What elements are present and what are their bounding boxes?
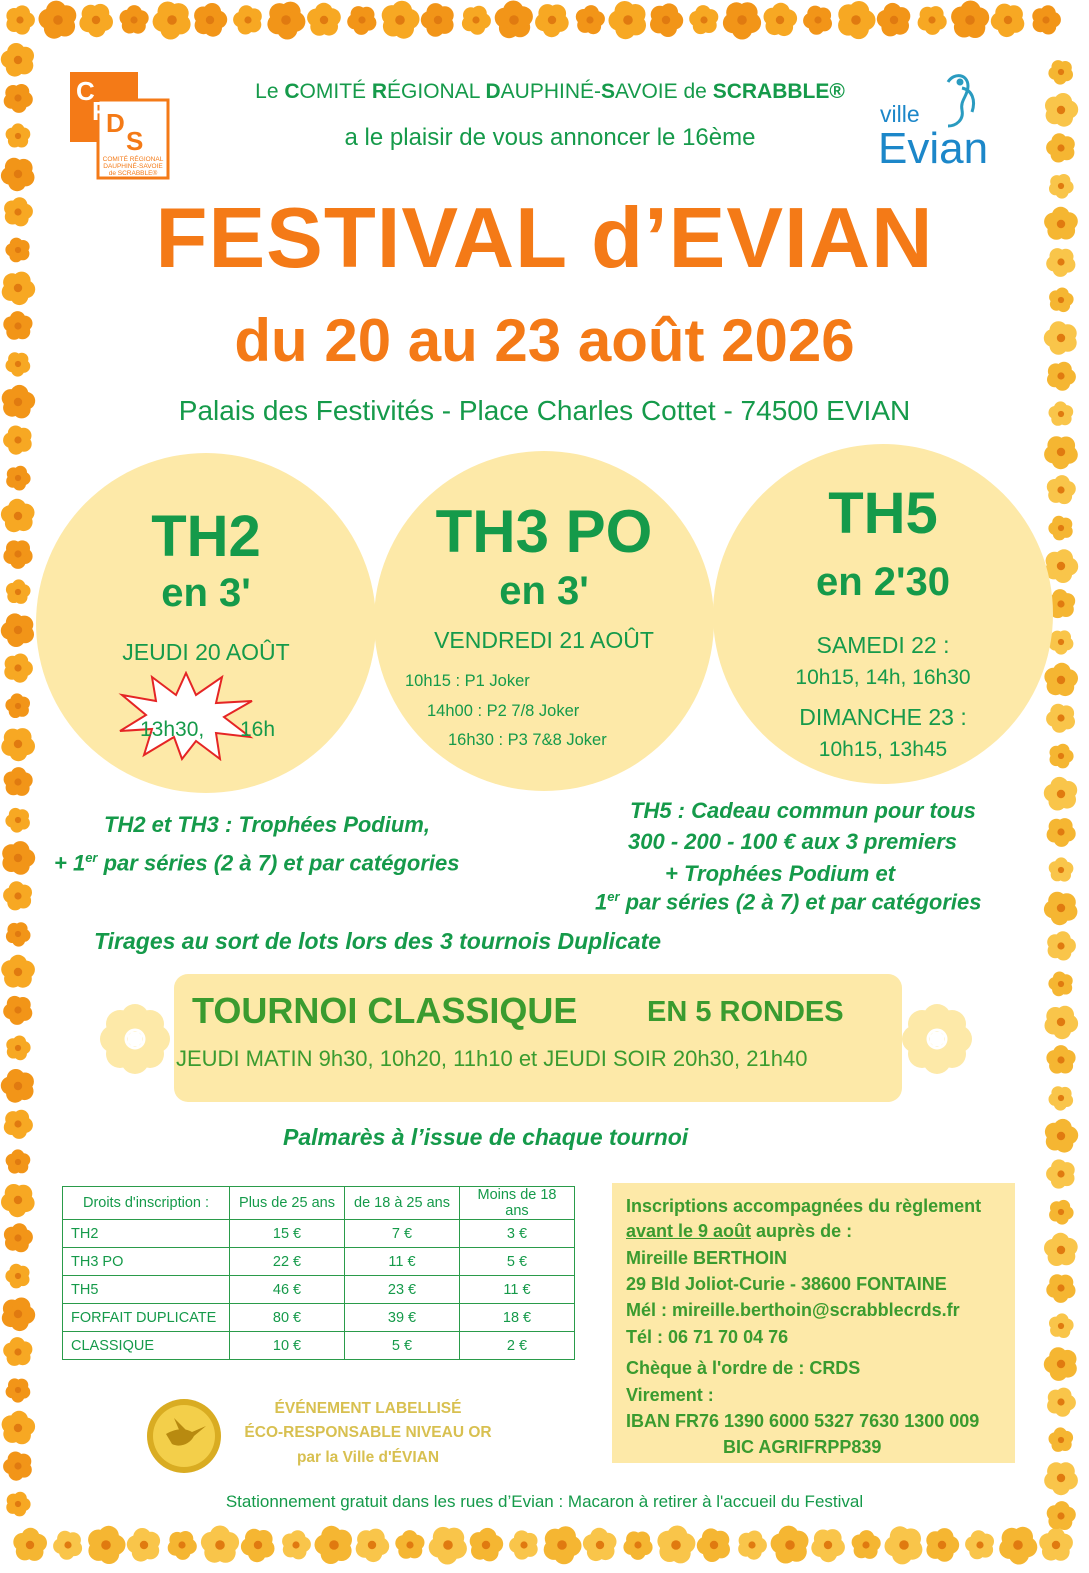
flower-icon <box>3 1337 32 1366</box>
fees-cell: TH3 PO <box>63 1248 230 1276</box>
committee-line-part: SCRABBLE® <box>712 80 845 103</box>
committee-line-part: S <box>601 80 616 103</box>
eco-label-line-1: ÉVÉNEMENT LABELLISÉ <box>274 1400 462 1417</box>
starburst-icon <box>116 671 256 761</box>
registration-transfer: Virement : <box>626 1385 714 1405</box>
flower-icon <box>657 1526 695 1564</box>
flower-icon <box>1 158 35 191</box>
fees-cell: 23 € <box>345 1276 460 1304</box>
flower-icon <box>421 3 454 37</box>
flower-icon <box>1048 972 1072 997</box>
fees-cell: 22 € <box>230 1248 345 1276</box>
flower-icon <box>4 1223 33 1252</box>
flower-icon <box>1044 777 1077 811</box>
flower-icon <box>4 84 33 113</box>
eco-label-line-2: ÉCO-RESPONSABLE NIVEAU OR <box>244 1424 492 1441</box>
registration-bic: BIC AGRIFRPP839 <box>723 1437 882 1457</box>
flower-icon <box>6 1378 31 1402</box>
flower-right-icon <box>902 1004 972 1074</box>
flower-icon <box>315 1526 352 1564</box>
fees-header: Plus de 25 ans <box>230 1187 345 1220</box>
fees-cell: 39 € <box>345 1304 460 1332</box>
flower-icon <box>623 1531 652 1560</box>
flower-icon <box>999 1527 1037 1565</box>
flower-icon <box>1044 1347 1077 1381</box>
flower-icon <box>1044 1233 1078 1266</box>
crds-logo <box>68 70 172 182</box>
flower-icon <box>6 123 31 147</box>
registration-iban: IBAN FR76 1390 6000 5327 7630 1300 009 <box>626 1411 980 1431</box>
fees-cell: 46 € <box>230 1276 345 1304</box>
th2-time-2: 16h <box>240 718 276 741</box>
flower-left-icon <box>100 1004 170 1074</box>
fees-cell: 80 € <box>230 1304 345 1332</box>
crds-logo-caption: de SCRABBLE® <box>108 170 158 177</box>
eco-label-line-3: par la Ville d'ÉVIAN <box>296 1449 440 1466</box>
flower-icon <box>1044 1462 1078 1495</box>
flower-icon <box>4 654 33 683</box>
flower-icon <box>1049 1427 1074 1452</box>
th5-day-1: SAMEDI 22 : <box>816 632 950 658</box>
flower-icon <box>6 5 35 34</box>
flower-icon <box>1048 60 1073 85</box>
th2-day: JEUDI 20 AOÛT <box>122 639 290 665</box>
flower-icon <box>965 1530 994 1559</box>
flower-icon <box>39 1 77 39</box>
flower-icon <box>689 5 718 34</box>
flower-icon <box>6 579 31 604</box>
flower-icon <box>53 1531 82 1560</box>
registration-line-2-post: auprès de : <box>751 1221 853 1241</box>
flower-icon <box>3 540 32 568</box>
flower-icon <box>1044 436 1078 469</box>
th3-session-2: 14h00 : P2 7/8 Joker <box>427 702 580 720</box>
fees-cell: 15 € <box>230 1220 345 1248</box>
flower-icon <box>852 1530 881 1559</box>
flower-icon <box>803 6 832 35</box>
flower-icon <box>877 3 911 37</box>
committee-line-part: OMITÉ <box>299 80 372 103</box>
flower-icon <box>3 1452 32 1481</box>
flower-icon <box>697 1528 730 1562</box>
flower-icon <box>1045 1006 1079 1039</box>
th2-circle <box>36 453 376 793</box>
fees-cell: 3 € <box>460 1220 575 1248</box>
registration-phone: Tél : 06 71 70 04 76 <box>626 1327 789 1347</box>
flower-icon <box>6 922 31 946</box>
committee-line-part: C <box>284 80 300 103</box>
flower-icon <box>356 1529 390 1563</box>
flower-icon <box>382 1 420 39</box>
flower-icon <box>233 5 262 34</box>
crds-logo-caption: DAUPHINÉ-SAVOIE <box>103 163 163 170</box>
flower-icon <box>1047 1388 1076 1417</box>
committee-line-part: ÉGIONAL <box>387 80 486 103</box>
flower-icon <box>1049 1313 1074 1338</box>
th5-duration: en 2'30 <box>815 560 951 604</box>
flower-icon <box>609 1 647 39</box>
crds-logo-letter: C <box>76 76 95 106</box>
flower-icon <box>1 499 35 532</box>
th2-duration: en 3' <box>161 571 251 615</box>
flower-icon <box>6 466 30 491</box>
flower-icon <box>241 1529 275 1562</box>
festival-dates: du 20 au 23 août 2026 <box>234 307 855 374</box>
flower-icon <box>764 3 798 36</box>
flower-icon <box>1046 1274 1075 1303</box>
prize-right-line-4-post: par séries (2 à 7) et par catégories <box>619 889 982 915</box>
table-row <box>63 1248 575 1276</box>
flower-icon <box>723 2 761 39</box>
flower-icon <box>395 1530 424 1559</box>
hummingbird-medal-icon <box>146 1398 222 1474</box>
prize-left-line-2-sup: er <box>85 850 98 865</box>
palmares: Palmarès à l’issue de chaque tournoi <box>283 1124 689 1150</box>
prize-left-line-1: TH2 et TH3 : Trophées Podium, <box>104 812 430 837</box>
fees-cell: CLASSIQUE <box>63 1332 230 1360</box>
flower-icon <box>1 43 34 77</box>
flower-icon <box>951 1 989 39</box>
flower-icon <box>650 3 683 37</box>
prize-left-line-2-post: par séries (2 à 7) et par catégories <box>97 850 460 876</box>
flower-icon <box>201 1526 239 1563</box>
flower-icon <box>4 767 33 796</box>
flower-icon <box>1049 1200 1074 1225</box>
fees-cell: TH5 <box>63 1276 230 1304</box>
prize-right-line-4-sup: er <box>607 889 620 904</box>
fees-cell: 11 € <box>345 1248 460 1276</box>
flower-icon <box>1 613 34 647</box>
flower-icon <box>5 1264 29 1289</box>
parking-note: Stationnement gratuit dans les rues d’Evian : Macaron à retirer à l'accueil du Festival <box>225 1492 864 1511</box>
flower-icon <box>1049 1086 1074 1110</box>
fees-header: de 18 à 25 ans <box>345 1187 460 1220</box>
prize-right-line-3: + Trophées Podium et <box>665 861 896 886</box>
flower-icon <box>1046 1159 1075 1188</box>
fees-header: Moins de 18 ans <box>460 1187 575 1220</box>
flower-icon <box>429 1527 467 1565</box>
flower-icon <box>4 1110 33 1139</box>
evian-mascot-icon <box>948 76 974 126</box>
flower-icon <box>918 6 947 35</box>
crds-logo-caption: COMITÉ RÉGIONAL <box>102 156 164 163</box>
th5-times-1: 10h15, 14h, 16h30 <box>795 666 971 689</box>
th3-session-3: 16h30 : P3 7&8 Joker <box>448 731 607 749</box>
prize-left-line-2-pre: + 1 <box>54 850 86 876</box>
th5-title: TH5 <box>828 481 938 546</box>
committee-line-part: R <box>371 80 388 103</box>
fees-header: Droits d'inscription : <box>63 1187 230 1220</box>
prize-right-line-4 <box>595 889 982 915</box>
flower-icon <box>2 841 35 875</box>
registration-deadline: avant le 9 août <box>626 1221 752 1241</box>
classic-title: TOURNOI CLASSIQUE <box>192 990 578 1031</box>
table-row <box>63 1332 575 1360</box>
flower-icon <box>583 1528 617 1561</box>
flower-icon <box>838 1 875 39</box>
th3-title: TH3 PO <box>435 498 653 565</box>
table-row <box>63 1276 575 1304</box>
committee-line <box>170 80 930 104</box>
fees-cell: TH2 <box>63 1220 230 1248</box>
flower-icon <box>576 5 605 34</box>
flower-icon <box>5 693 30 718</box>
announce-line: a le plaisir de vous annoncer le 16ème <box>344 124 756 151</box>
th2-title: TH2 <box>151 504 261 569</box>
th5-circle <box>713 444 1053 784</box>
prize-left-line-2 <box>54 850 459 876</box>
committee-line-part: AUPHINÉ- <box>500 80 601 103</box>
flower-icon <box>1 955 35 988</box>
fees-cell: 5 € <box>460 1248 575 1276</box>
flower-icon <box>1047 931 1076 960</box>
fees-cell: 10 € <box>230 1332 345 1360</box>
committee-line-part: Le <box>255 80 285 103</box>
fees-cell: FORFAIT DUPLICATE <box>63 1304 230 1332</box>
flower-icon <box>267 2 305 40</box>
flower-icon <box>1045 93 1078 127</box>
flower-icon <box>544 1526 582 1564</box>
flower-icon <box>307 3 341 36</box>
flower-icon <box>1045 1119 1078 1153</box>
th3-circle <box>374 451 714 791</box>
flower-icon <box>509 1530 538 1559</box>
flower-icon <box>462 6 491 35</box>
flower-icon <box>1 1069 34 1103</box>
classic-times: JEUDI MATIN 9h30, 10h20, 11h10 et JEUDI SOIR 20h30, 21h40 <box>176 1046 808 1071</box>
crds-logo-letter: R <box>92 96 111 126</box>
flower-icon <box>2 1411 36 1445</box>
flower-icon <box>1049 857 1074 881</box>
evian-logo-ville: ville <box>880 101 920 127</box>
flower-icon <box>1047 818 1076 847</box>
fees-cell: 7 € <box>345 1220 460 1248</box>
flower-icon <box>991 4 1025 38</box>
th5-times-2: 10h15, 13h45 <box>818 738 948 761</box>
registration-address: 29 Bld Joliot-Curie - 38600 FONTAINE <box>626 1274 947 1294</box>
committee-line-part: D <box>485 80 501 103</box>
flower-icon <box>1032 5 1061 34</box>
th5-day-2: DIMANCHE 23 : <box>799 704 967 730</box>
flower-icon <box>1039 1528 1073 1561</box>
committee-line-part: AVOIE de <box>615 80 713 103</box>
flower-icon <box>2 1298 35 1332</box>
fees-cell: 11 € <box>460 1276 575 1304</box>
flower-icon <box>3 996 32 1025</box>
flower-icon <box>194 3 227 37</box>
flower-icon <box>1 1184 35 1217</box>
flower-icon <box>153 2 191 40</box>
flower-icon <box>1 728 35 761</box>
flower-icon <box>13 1528 47 1561</box>
flower-icon <box>926 1528 959 1562</box>
flower-icon <box>168 1531 197 1560</box>
th2-time-1: 13h30, <box>140 718 205 741</box>
flower-icon <box>88 1526 125 1564</box>
prize-right-line-1: TH5 : Cadeau commun pour tous <box>630 798 976 823</box>
fees-cell: 2 € <box>460 1332 575 1360</box>
flower-icon <box>120 5 149 34</box>
flower-icon <box>127 1528 160 1562</box>
flower-icon <box>1044 892 1078 926</box>
table-row <box>63 1220 575 1248</box>
flower-icon <box>738 1531 767 1560</box>
flower-icon <box>3 426 32 455</box>
fees-table <box>62 1186 575 1360</box>
flower-icon <box>5 808 29 833</box>
th3-session-1: 10h15 : P1 Joker <box>405 672 530 690</box>
flower-icon <box>495 1 533 39</box>
evian-logo-name: Evian <box>878 124 989 172</box>
registration-line-2 <box>626 1221 852 1242</box>
flower-icon <box>79 4 113 37</box>
flower-icon <box>6 1036 30 1061</box>
flower-icon <box>1046 1045 1075 1074</box>
fees-cell: 18 € <box>460 1304 575 1332</box>
flower-icon <box>811 1529 845 1562</box>
flower-icon <box>282 1530 311 1559</box>
flower-icon <box>6 1149 31 1173</box>
registration-line-1: Inscriptions accompagnées du règlement <box>626 1196 982 1216</box>
flower-icon <box>885 1526 923 1564</box>
table-row <box>63 1304 575 1332</box>
flower-icon <box>1050 744 1074 769</box>
flower-icon <box>535 4 569 37</box>
flower-icon <box>470 1528 504 1562</box>
venue-address: Palais des Festivités - Place Charles Cottet - 74500 EVIAN <box>178 395 911 426</box>
th3-day: VENDREDI 21 AOÛT <box>434 627 654 653</box>
prize-right-line-2: 300 - 200 - 100 € aux 3 premiers <box>628 829 957 854</box>
registration-cheque: Chèque à l'ordre de : CRDS <box>626 1358 861 1378</box>
flower-icon <box>3 881 32 910</box>
crds-logo-letter: S <box>126 126 144 156</box>
flower-icon <box>771 1526 809 1564</box>
flower-icon <box>1046 133 1075 162</box>
prize-right-line-4-pre: 1 <box>595 889 608 915</box>
th3-duration: en 3' <box>499 569 589 613</box>
registration-name: Mireille BERTHOIN <box>626 1248 788 1268</box>
registration-email[interactable]: Mél : mireille.berthoin@scrabblecrds.fr <box>626 1300 960 1320</box>
prize-draw: Tirages au sort de lots lors des 3 tournois Duplicate <box>94 928 662 954</box>
crds-logo-letter: D <box>106 108 125 138</box>
classic-rounds: EN 5 RONDES <box>647 996 844 1028</box>
fees-cell: 5 € <box>345 1332 460 1360</box>
fees-header-row <box>63 1187 575 1220</box>
flower-icon <box>347 6 376 35</box>
festival-title: FESTIVAL d’EVIAN <box>155 191 934 286</box>
